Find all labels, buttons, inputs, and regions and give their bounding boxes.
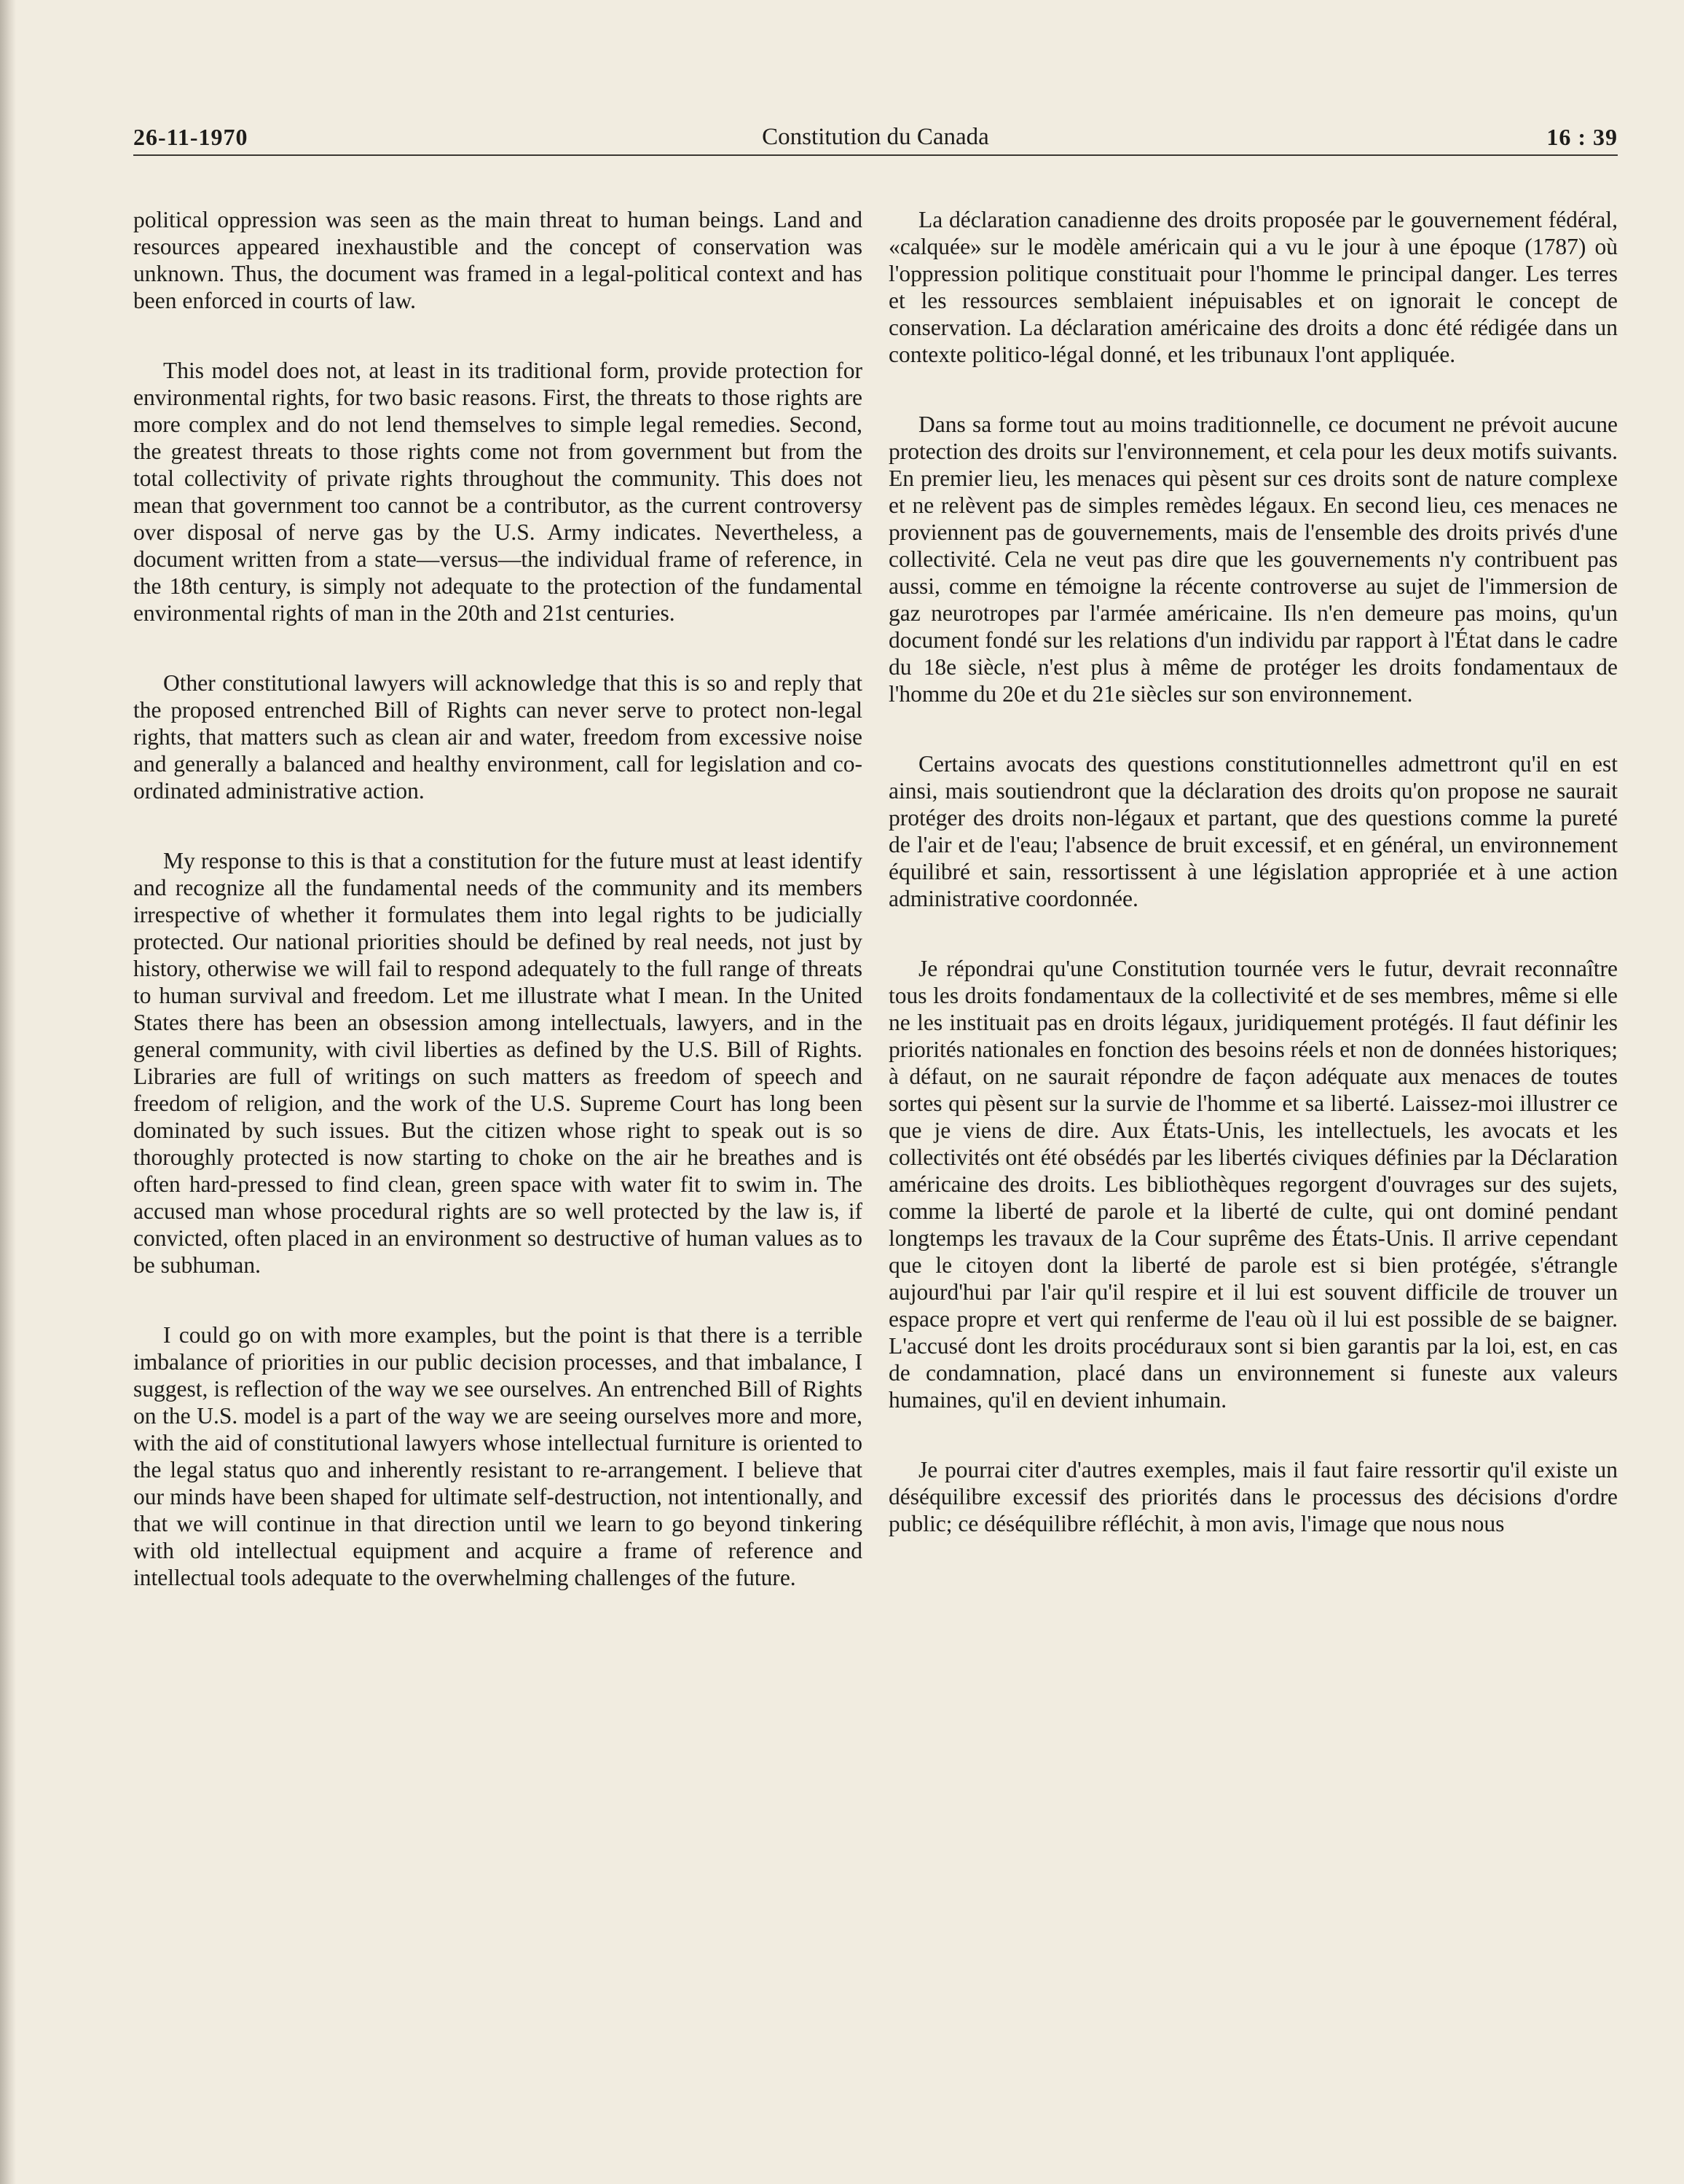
- header-rule: [133, 154, 1618, 156]
- french-paragraph-4: Je répondrai qu'une Constitution tournée vers le futur, devrait reconnaître tous les droits fondamentaux de la collectivité et de ses membres, même si elle ne les instituait pas en droits légaux, juridiquement protégés. Il faut définir les priorités nationales en fonction des besoins réels et non de données historiques; à défaut, on ne saurait répondre de façon adéquate aux menaces de toutes sortes qui pèsent sur la survie de l'homme et sa liberté. Laissez-moi illustrer ce que je viens de dire. Aux États-Unis, les intellectuels, les avocats et les collectivités ont été obsédés par les libertés civiques définies par la Déclaration américaine des droits. Les bibliothèques regorgent d'ouvrages sur des sujets, comme la liberté de parole et la liberté de culte, qui ont dominé pendant longtemps les travaux de la Cour suprême des États-Unis. Il arrive cependant que le citoyen dont la liberté de parole est si bien protégée, s'étrangle aujourd'hui par l'air qu'il respire et il lui est souvent difficile de trouver un espace propre et vert qui renferme de l'eau où il lui est possible de se baigner. L'accusé dont les droits procéduraux sont si bien garantis par la loi, est, en cas de condamnation, placé dans un environnement si funeste aux valeurs humaines, qu'il en devient inhumain.: [889, 956, 1618, 1413]
- english-column: [133, 206, 862, 1634]
- header-page-number: 16 : 39: [1546, 124, 1618, 150]
- header-title: Constitution du Canada: [762, 124, 989, 150]
- english-paragraph-3: Other constitutional lawyers will acknowledge that this is so and reply that the proposed entrenched Bill of Rights can never serve to protect non-legal rights, that matters such as clean air and water, freedom from excessive noise and generally a balanced and healthy environment, call for legislation and co-ordinated administrative action.: [133, 670, 862, 804]
- english-paragraph-4: My response to this is that a constitution for the future must at least identify and recognize all the fundamental needs of the community and its members irrespective of whether it formulates them into legal rights to be judicially protected. Our national priorities should be defined by real needs, not just by history, otherwise we will fail to respond adequately to the full range of threats to human survival and freedom. Let me illustrate what I mean. In the United States there has been an obsession among intellectuals, lawyers, and in the general community, with civil liberties as defined by the U.S. Bill of Rights. Libraries are full of writings on such matters as freedom of speech and freedom of religion, and the work of the U.S. Supreme Court has long been dominated by such issues. But the citizen whose right to speak out is so thoroughly protected is now starting to choke on the air he breathes and is often hard-pressed to find clean, green space with water fit to swim in. The accused man whose procedural rights are so well protected by the law is, if convicted, often placed in an environment so destructive of human values as to be subhuman.: [133, 848, 862, 1278]
- english-paragraph-2: This model does not, at least in its traditional form, provide protection for environmental rights, for two basic reasons. First, the threats to those rights are more complex and do not lend themselves to simple legal remedies. Second, the greatest threats to those rights come not from government but from the total collectivity of private rights throughout the community. This does not mean that government too cannot be a contributor, as the current controversy over disposal of nerve gas by the U.S. Army indicates. Nevertheless, a document written from a state—versus—the individual frame of reference, in the 18th century, is simply not adequate to the protection of the fundamental environmental rights of man in the 20th and 21st centuries.: [133, 358, 862, 626]
- page-header: [133, 124, 1618, 156]
- english-paragraph-5: I could go on with more examples, but the point is that there is a terrible imbalance of priorities in our public decision processes, and that imbalance, I suggest, is reflection of the way we see ourselves. An entrenched Bill of Rights on the U.S. model is a part of the way we are seeing ourselves more and more, with the aid of constitutional lawyers whose intellectual furniture is oriented to the legal status quo and inherently resistant to re-arrangement. I believe that our minds have been shaped for ultimate self-destruction, not intentionally, and that we will continue in that direction until we learn to go beyond tinkering with old intellectual equipment and acquire a frame of reference and intellectual tools adequate to the overwhelming challenges of the future.: [133, 1322, 862, 1590]
- french-paragraph-1: La déclaration canadienne des droits proposée par le gouvernement fédéral, «calquée» sur le modèle américain qui a vu le jour à une époque (1787) où l'oppression politique constituait pour l'homme le principal danger. Les terres et les ressources semblaient inépuisables et on ignorait le concept de conservation. La déclaration américaine des droits a donc été rédigée dans un contexte politico-légal donné, et les tribunaux l'ont appliquée.: [889, 207, 1618, 367]
- header-date: 26-11-1970: [133, 124, 248, 150]
- page-binding-edge: [0, 0, 16, 2184]
- french-paragraph-2: Dans sa forme tout au moins traditionnelle, ce document ne prévoit aucune protection des droits sur l'environnement, et cela pour les deux motifs suivants. En premier lieu, les menaces qui pèsent sur ces droits sont de nature complexe et ne relèvent pas de simples remèdes légaux. En second lieu, ces menaces ne proviennent pas de gouvernements, mais de l'ensemble des droits privés d'une collectivité. Cela ne veut pas dire que les gouvernements n'y contribuent pas aussi, comme en témoigne la récente controverse au sujet de l'immersion de gaz neurotropes par l'armée américaine. Ils n'en demeure pas moins, qu'un document fondé sur les relations d'un individu par rapport à l'État dans le cadre du 18e siècle, n'est plus à même de protéger les droits fondamentaux de l'homme du 20e et du 21e siècles sur son environnement.: [889, 412, 1618, 707]
- french-paragraph-5: Je pourrai citer d'autres exemples, mais il faut faire ressortir qu'il existe un déséquilibre excessif des priorités dans le processus des décisions d'ordre public; ce déséquilibre réfléchit, à mon avis, l'image que nous nous: [889, 1457, 1618, 1536]
- english-paragraph-1: political oppression was seen as the main threat to human beings. Land and resources appeared inexhaustible and the concept of conservation was unknown. Thus, the document was framed in a legal-political context and has been enforced in courts of law.: [133, 207, 862, 313]
- french-column: [889, 206, 1618, 1580]
- french-paragraph-3: Certains avocats des questions constitutionnelles admettront qu'il en est ainsi, mais soutiendront que la déclaration des droits qu'on propose ne saurait protéger des droits non-légaux et partant, que des questions comme la pureté de l'air et de l'eau; l'absence de bruit excessif, et en général, un environnement équilibré et sain, ressortissent à une législation appropriée et à une action administrative coordonnée.: [889, 751, 1618, 911]
